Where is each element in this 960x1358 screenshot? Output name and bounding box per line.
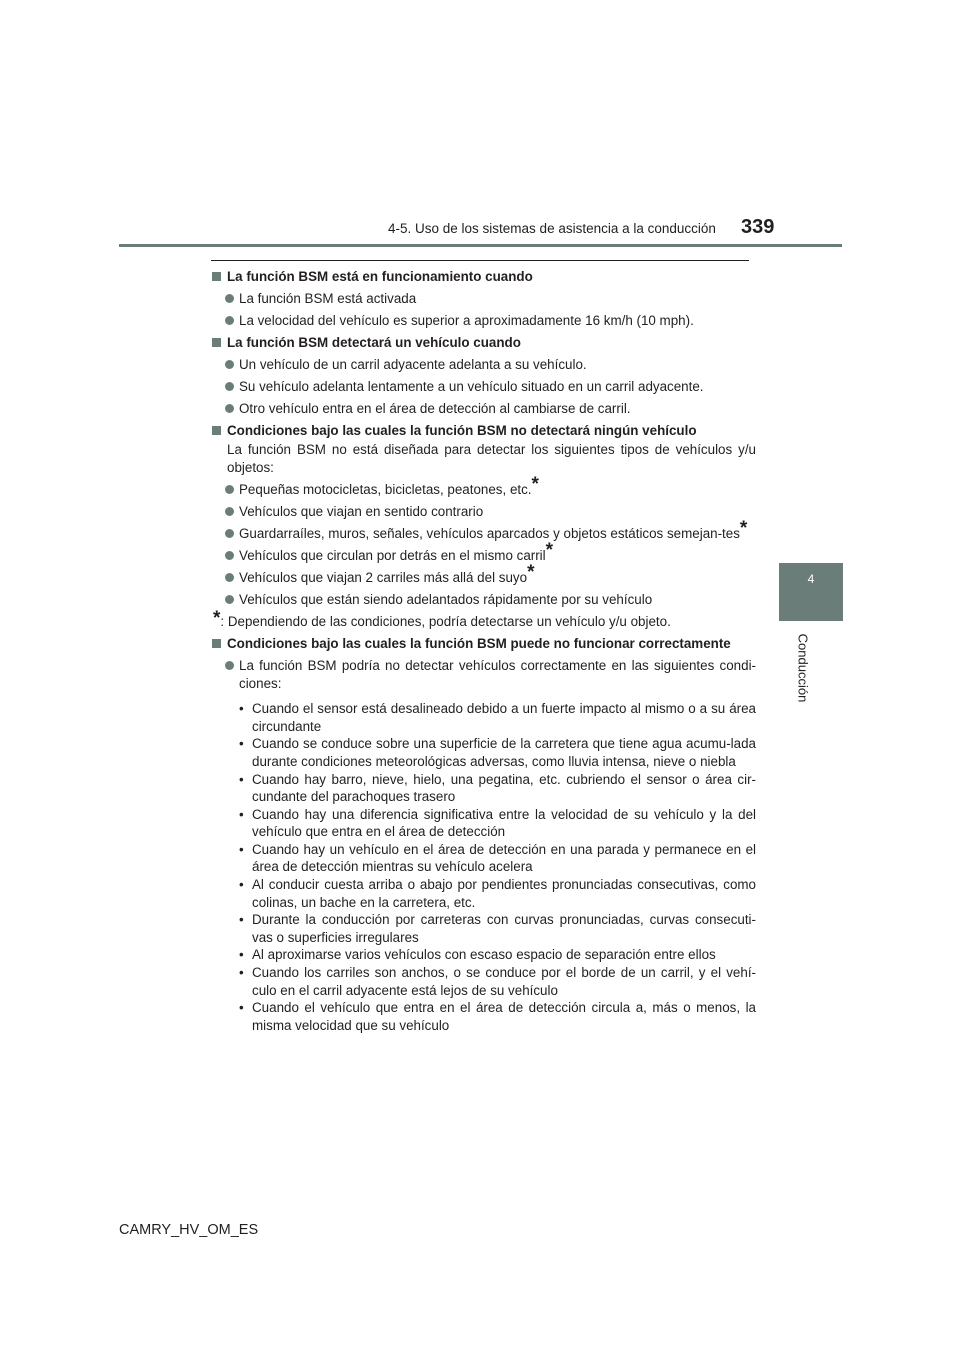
footnote-marker: * xyxy=(545,540,554,562)
chapter-tab-number: 4 xyxy=(807,572,815,586)
bullet-text: Vehículos que viajan 2 carriles más allá del suyo xyxy=(239,570,528,585)
chapter-tab xyxy=(779,563,843,621)
condition-item: • Cuando se conduce sobre una superficie de la carretera que tiene agua acumu-lada durante condiciones meteorológicas adversas, como lluvia intensa, nieve o niebla xyxy=(239,735,756,770)
bullet-item: Su vehículo adelanta lentamente a un vehículo situado en un carril adyacente. xyxy=(211,378,756,396)
footnote-marker: * xyxy=(531,474,539,496)
chapter-tab-label: Conducción xyxy=(795,633,811,703)
section-heading: Condiciones bajo las cuales la función BSM puede no funcionar correctamente xyxy=(211,635,756,653)
bullet-text: Guardarraíles, muros, señales, vehículos aparcados y objetos estáticos semejan-tes xyxy=(239,526,740,542)
bullet-item xyxy=(211,540,756,565)
page-number: 339 xyxy=(741,216,775,238)
condition-item: • Cuando los carriles son anchos, o se conduce por el borde de un carril, y el vehí-culo en el carril adyacente está lejos de su vehículo xyxy=(239,964,756,999)
section-heading: La función BSM está en funcionamiento cuando xyxy=(211,268,756,286)
section-heading: La función BSM detectará un vehículo cuando xyxy=(211,334,756,352)
bullet-item xyxy=(211,518,756,543)
content-rule xyxy=(211,260,749,261)
footnote-marker: * xyxy=(527,562,535,583)
bullet-item xyxy=(211,474,756,499)
bullet-item: La función BSM está activada xyxy=(211,290,756,308)
condition-item: • Cuando hay un vehículo en el área de detección en una parada y permanece en el área de detección mientras su vehículo acelera xyxy=(239,841,756,876)
footnote-text: : Dependiendo de las condiciones, podría detectarse un vehículo y/u objeto. xyxy=(220,613,671,629)
section-heading: Condiciones bajo las cuales la función BSM no detectará ningún vehículo xyxy=(211,422,756,440)
bullet-text: Vehículos que circulan por detrás en el mismo carril xyxy=(239,548,546,564)
condition-item: • Cuando hay una diferencia significativa entre la velocidad de su vehículo y la del vehículo que entra en el área de detección xyxy=(239,806,756,841)
header-section-title: 4-5. Uso de los sistemas de asistencia a la conducción xyxy=(388,221,716,236)
condition-list xyxy=(211,700,756,1034)
condition-item: • Al aproximarse varios vehículos con escaso espacio de separación entre ellos xyxy=(239,946,756,964)
bullet-text: Pequeñas motocicletas, bicicletas, peatones, etc. xyxy=(239,482,532,498)
condition-item: • Cuando el vehículo que entra en el área de detección circula a, más o menos, la misma velocidad que su vehículo xyxy=(239,999,756,1034)
condition-item: • Durante la conducción por carreteras con curvas pronunciadas, curvas consecuti-vas o superficies irregulares xyxy=(239,911,756,946)
page-content xyxy=(211,268,756,1034)
bullet-item: Vehículos que están siendo adelantados rápidamente por su vehículo xyxy=(211,591,756,609)
footnote-marker: * xyxy=(213,607,221,629)
bullet-item xyxy=(211,562,756,587)
bullet-item: Otro vehículo entra en el área de detección al cambiarse de carril. xyxy=(211,400,756,418)
footnote xyxy=(211,607,756,631)
condition-item: • Cuando el sensor está desalineado debido a un fuerte impacto al mismo o a su área circundante xyxy=(239,700,756,735)
condition-item: • Al conducir cuesta arriba o abajo por pendientes pronunciadas consecutivas, como colinas, un bache en la carretera, etc. xyxy=(239,876,756,911)
bullet-item: Un vehículo de un carril adyacente adelanta a su vehículo. xyxy=(211,356,756,374)
manual-code: CAMRY_HV_OM_ES xyxy=(119,1222,259,1238)
bullet-item: La función BSM podría no detectar vehículos correctamente en las siguientes condi-ciones: xyxy=(211,657,756,692)
header-rule xyxy=(119,244,842,247)
section-intro: La función BSM no está diseñada para detectar los siguientes tipos de vehículos y/u objetos: xyxy=(227,442,756,476)
bullet-item: Vehículos que viajan en sentido contrario xyxy=(211,503,756,521)
bullet-item: La velocidad del vehículo es superior a aproximadamente 16 km/h (10 mph). xyxy=(211,312,756,330)
footnote-marker: * xyxy=(739,518,748,540)
condition-item: • Cuando hay barro, nieve, hielo, una pegatina, etc. cubriendo el sensor o área cir-cundante del parachoques trasero xyxy=(239,771,756,806)
